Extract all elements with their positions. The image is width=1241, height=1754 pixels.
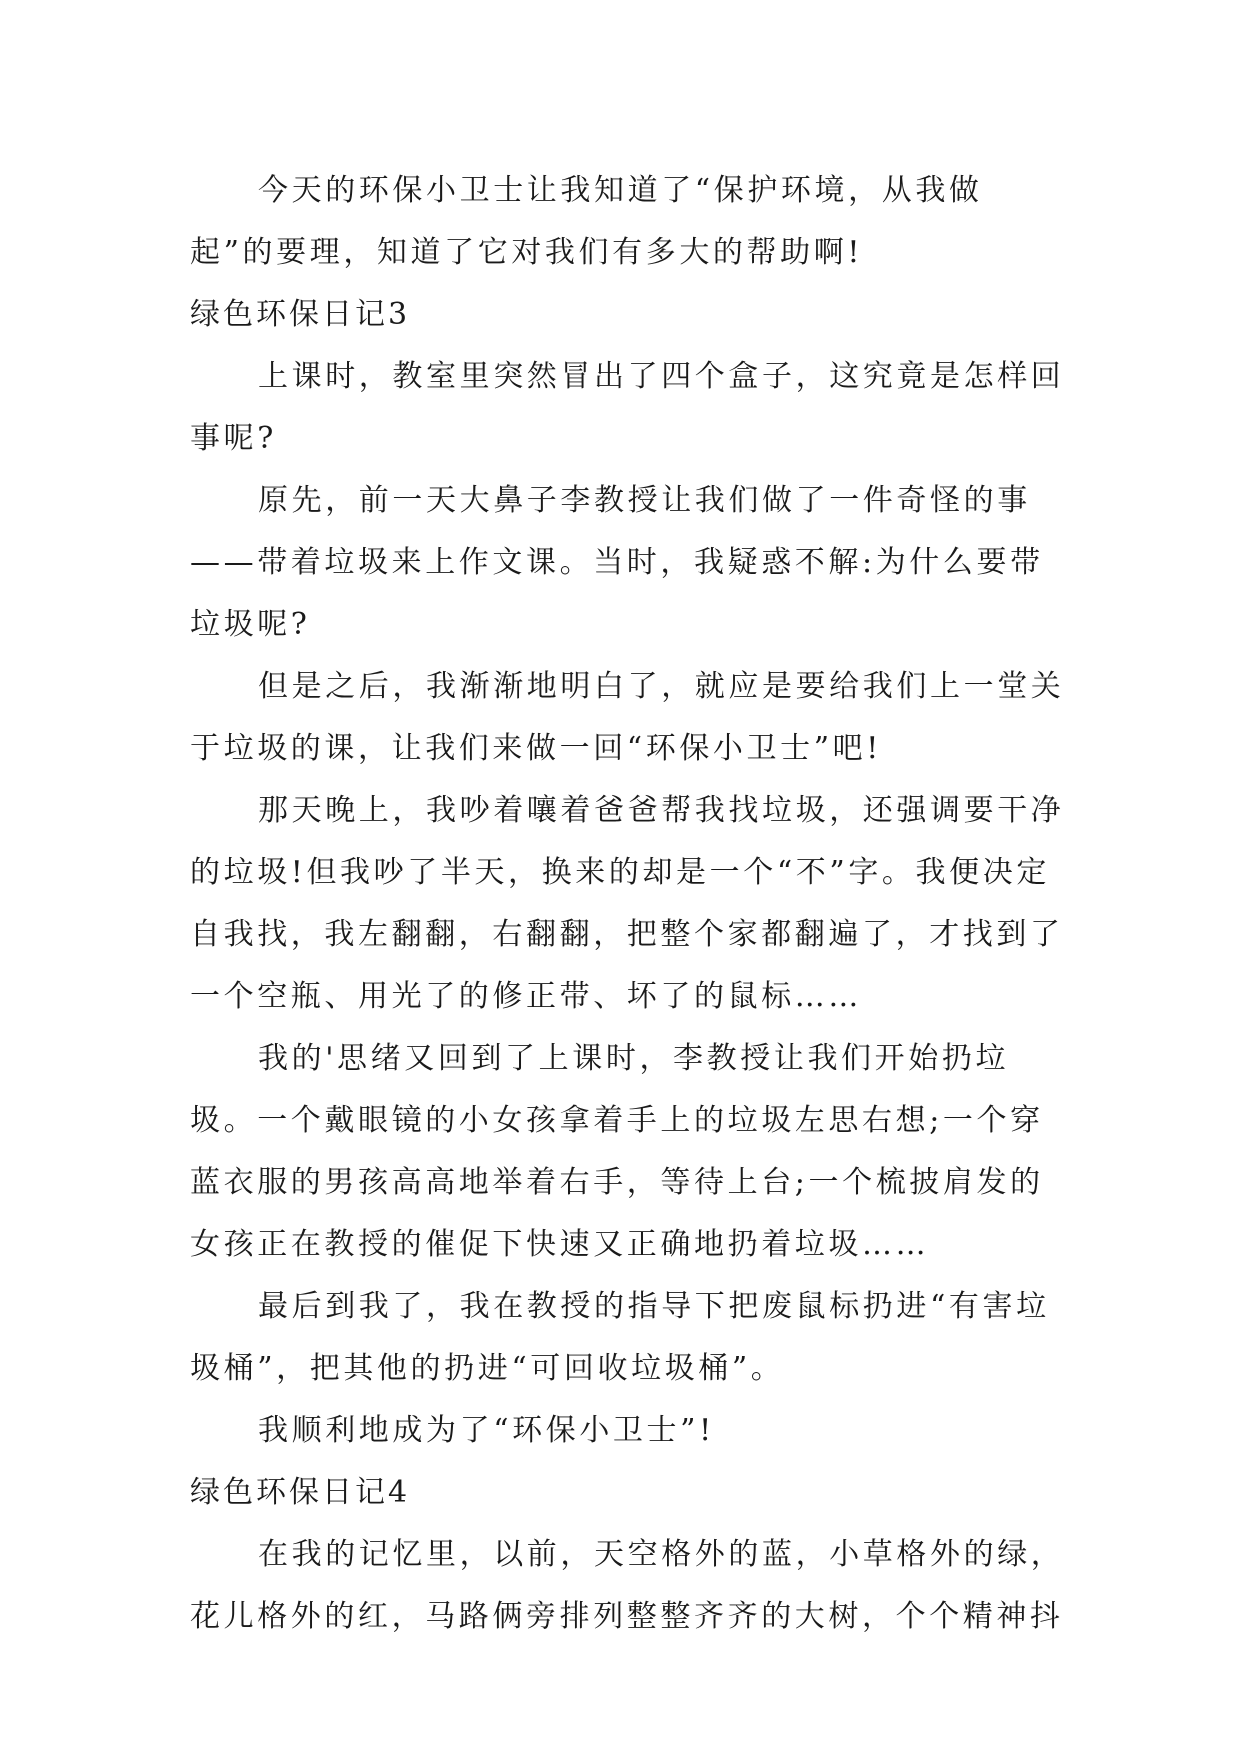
section-heading: 绿色环保日记4 — [190, 1475, 411, 1510]
paragraph: 原先，前一天大鼻子李教授让我们做了一件奇怪的事——带着垃圾来上作文课。当时，我疑惑不解:为什么要带垃圾呢? — [190, 483, 1044, 642]
section-heading: 绿色环保日记3 — [190, 297, 411, 332]
paragraph: 我的'思绪又回到了上课时，李教授让我们开始扔垃圾。一个戴眼镜的小女孩拿着手上的垃圾左思右想;一个穿蓝衣服的男孩高高地举着右手，等待上台;一个梳披肩发的女孩正在教授的催促下快速又正确地扔着垃圾…… — [190, 1041, 1044, 1262]
document-body — [190, 160, 1065, 1648]
paragraph: 在我的记忆里，以前，天空格外的蓝，小草格外的绿，花儿格外的红，马路俩旁排列整整齐齐的大树，个个精神抖 — [190, 1537, 1065, 1634]
paragraph: 上课时，教室里突然冒出了四个盒子，这究竟是怎样回事呢? — [190, 359, 1065, 456]
paragraph: 今天的环保小卫士让我知道了“保护环境，从我做起”的要理，知道了它对我们有多大的帮助啊! — [190, 173, 983, 270]
paragraph: 但是之后，我渐渐地明白了，就应是要给我们上一堂关于垃圾的课，让我们来做一回“环保小卫士”吧! — [190, 669, 1065, 766]
paragraph: 我顺利地成为了“环保小卫士”! — [258, 1413, 715, 1448]
paragraph: 那天晚上，我吵着嚷着爸爸帮我找垃圾，还强调要干净的垃圾!但我吵了半天，换来的却是一个“不”字。我便决定自我找，我左翻翻，右翻翻，把整个家都翻遍了，才找到了一个空瓶、用光了的修正带、坏了的鼠标…… — [190, 793, 1065, 1014]
paragraph: 最后到我了，我在教授的指导下把废鼠标扔进“有害垃圾桶”，把其他的扔进“可回收垃圾桶”。 — [190, 1289, 1050, 1386]
